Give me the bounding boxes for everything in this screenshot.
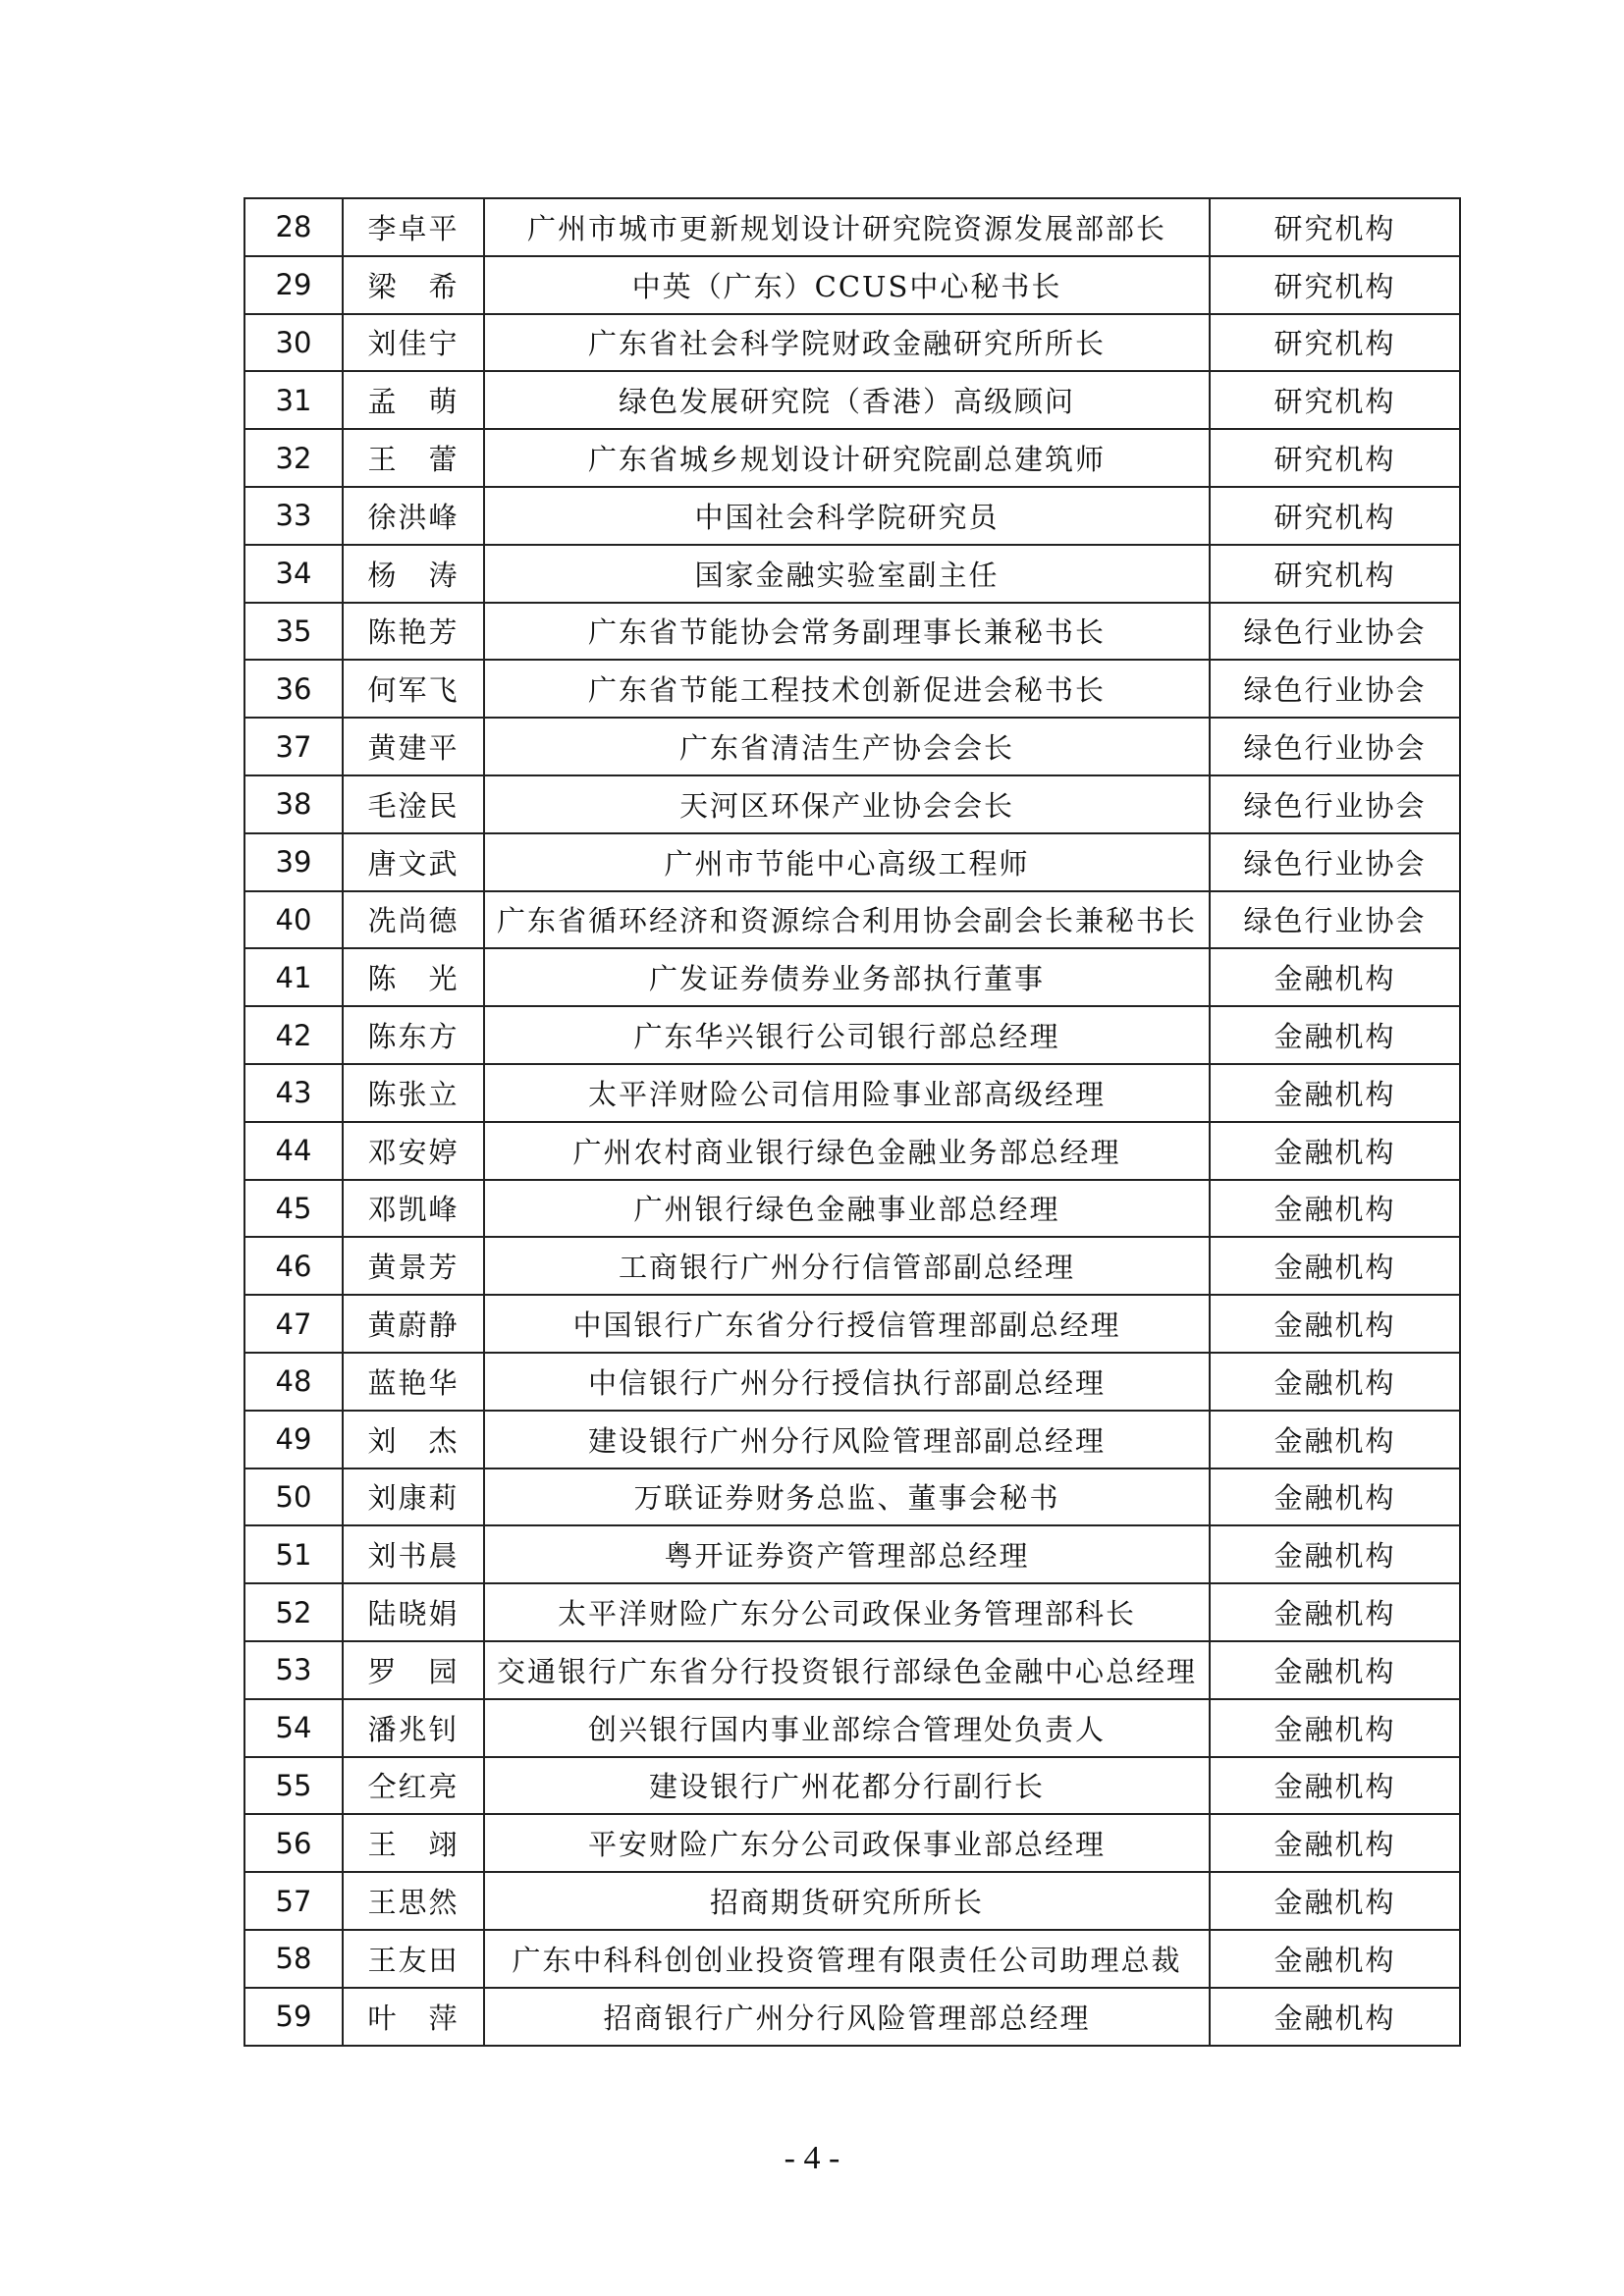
member-category: 金融机构 — [1210, 1988, 1460, 2046]
member-name: 黄建平 — [343, 718, 484, 775]
table-row — [244, 487, 1460, 545]
member-title: 广东省节能工程技术创新促进会秘书长 — [484, 660, 1210, 718]
member-name: 陆晓娟 — [343, 1583, 484, 1641]
member-category: 金融机构 — [1210, 1353, 1460, 1411]
member-category: 绿色行业协会 — [1210, 833, 1460, 891]
member-category: 研究机构 — [1210, 198, 1460, 256]
member-title: 交通银行广东省分行投资银行部绿色金融中心总经理 — [484, 1641, 1210, 1699]
member-name: 刘书晨 — [343, 1525, 484, 1583]
member-name: 王友田 — [343, 1930, 484, 1988]
table-row — [244, 1006, 1460, 1064]
row-number: 36 — [244, 660, 343, 718]
table-row — [244, 1353, 1460, 1411]
table-row — [244, 1699, 1460, 1757]
row-number: 57 — [244, 1872, 343, 1930]
table-row — [244, 948, 1460, 1006]
table-row — [244, 775, 1460, 833]
member-name: 杨 涛 — [343, 545, 484, 603]
member-name: 陈张立 — [343, 1064, 484, 1122]
row-number: 35 — [244, 603, 343, 661]
member-category: 金融机构 — [1210, 1641, 1460, 1699]
member-title: 中国银行广东省分行授信管理部副总经理 — [484, 1295, 1210, 1353]
member-title: 广发证券债券业务部执行董事 — [484, 948, 1210, 1006]
member-title: 建设银行广州花都分行副行长 — [484, 1757, 1210, 1815]
table-row — [244, 256, 1460, 314]
member-category: 金融机构 — [1210, 1180, 1460, 1238]
member-name: 陈东方 — [343, 1006, 484, 1064]
row-number: 32 — [244, 429, 343, 487]
member-title: 中信银行广州分行授信执行部副总经理 — [484, 1353, 1210, 1411]
member-name: 仝红亮 — [343, 1757, 484, 1815]
member-category: 金融机构 — [1210, 1468, 1460, 1526]
table-row — [244, 1411, 1460, 1468]
table-row — [244, 1814, 1460, 1872]
member-title: 建设银行广州分行风险管理部副总经理 — [484, 1411, 1210, 1468]
member-category: 研究机构 — [1210, 371, 1460, 429]
member-category: 金融机构 — [1210, 1699, 1460, 1757]
member-title: 广州农村商业银行绿色金融业务部总经理 — [484, 1122, 1210, 1180]
table-row — [244, 1064, 1460, 1122]
member-name: 黄景芳 — [343, 1237, 484, 1295]
member-category: 绿色行业协会 — [1210, 660, 1460, 718]
member-category: 绿色行业协会 — [1210, 891, 1460, 949]
member-title: 粤开证券资产管理部总经理 — [484, 1525, 1210, 1583]
member-name: 孟 萌 — [343, 371, 484, 429]
roster-body — [244, 198, 1460, 2046]
row-number: 34 — [244, 545, 343, 603]
member-title: 国家金融实验室副主任 — [484, 545, 1210, 603]
member-category: 研究机构 — [1210, 314, 1460, 372]
member-name: 陈 光 — [343, 948, 484, 1006]
member-title: 太平洋财险广东分公司政保业务管理部科长 — [484, 1583, 1210, 1641]
member-category: 金融机构 — [1210, 1411, 1460, 1468]
row-number: 43 — [244, 1064, 343, 1122]
member-name: 王思然 — [343, 1872, 484, 1930]
row-number: 31 — [244, 371, 343, 429]
member-category: 研究机构 — [1210, 545, 1460, 603]
row-number: 55 — [244, 1757, 343, 1815]
member-title: 万联证券财务总监、董事会秘书 — [484, 1468, 1210, 1526]
member-title: 广州银行绿色金融事业部总经理 — [484, 1180, 1210, 1238]
member-name: 唐文武 — [343, 833, 484, 891]
row-number: 52 — [244, 1583, 343, 1641]
member-title: 中英（广东）CCUS中心秘书长 — [484, 256, 1210, 314]
member-category: 金融机构 — [1210, 1006, 1460, 1064]
member-title: 创兴银行国内事业部综合管理处负责人 — [484, 1699, 1210, 1757]
member-category: 金融机构 — [1210, 1064, 1460, 1122]
row-number: 37 — [244, 718, 343, 775]
member-category: 绿色行业协会 — [1210, 718, 1460, 775]
table-row — [244, 1525, 1460, 1583]
member-title: 广东华兴银行公司银行部总经理 — [484, 1006, 1210, 1064]
member-title: 广州市城市更新规划设计研究院资源发展部部长 — [484, 198, 1210, 256]
row-number: 41 — [244, 948, 343, 1006]
member-title: 工商银行广州分行信管部副总经理 — [484, 1237, 1210, 1295]
row-number: 48 — [244, 1353, 343, 1411]
row-number: 38 — [244, 775, 343, 833]
table-row — [244, 718, 1460, 775]
row-number: 50 — [244, 1468, 343, 1526]
table-row — [244, 603, 1460, 661]
member-name: 梁 希 — [343, 256, 484, 314]
member-name: 徐洪峰 — [343, 487, 484, 545]
row-number: 51 — [244, 1525, 343, 1583]
member-name: 刘佳宁 — [343, 314, 484, 372]
member-name: 毛淦民 — [343, 775, 484, 833]
member-name: 黄蔚静 — [343, 1295, 484, 1353]
member-name: 陈艳芳 — [343, 603, 484, 661]
member-category: 绿色行业协会 — [1210, 603, 1460, 661]
table-row — [244, 1180, 1460, 1238]
member-category: 研究机构 — [1210, 256, 1460, 314]
row-number: 30 — [244, 314, 343, 372]
member-category: 金融机构 — [1210, 1930, 1460, 1988]
member-name: 叶 萍 — [343, 1988, 484, 2046]
table-row — [244, 891, 1460, 949]
member-name: 潘兆钊 — [343, 1699, 484, 1757]
table-row — [244, 314, 1460, 372]
table-row — [244, 1757, 1460, 1815]
member-name: 王 翊 — [343, 1814, 484, 1872]
row-number: 49 — [244, 1411, 343, 1468]
member-title: 绿色发展研究院（香港）高级顾问 — [484, 371, 1210, 429]
member-title: 广州市节能中心高级工程师 — [484, 833, 1210, 891]
table-row — [244, 1930, 1460, 1988]
table-row — [244, 1641, 1460, 1699]
page-number: - 4 - — [784, 2140, 840, 2176]
row-number: 58 — [244, 1930, 343, 1988]
table-row — [244, 833, 1460, 891]
table-row — [244, 429, 1460, 487]
member-name: 刘 杰 — [343, 1411, 484, 1468]
member-title: 广东省循环经济和资源综合利用协会副会长兼秘书长 — [484, 891, 1210, 949]
member-title: 广东省清洁生产协会会长 — [484, 718, 1210, 775]
row-number: 45 — [244, 1180, 343, 1238]
table-row — [244, 371, 1460, 429]
expert-roster-table — [244, 197, 1461, 2047]
member-name: 李卓平 — [343, 198, 484, 256]
member-category: 金融机构 — [1210, 1583, 1460, 1641]
table-row — [244, 545, 1460, 603]
row-number: 28 — [244, 198, 343, 256]
table-row — [244, 1122, 1460, 1180]
member-category: 金融机构 — [1210, 1525, 1460, 1583]
row-number: 29 — [244, 256, 343, 314]
member-name: 蓝艳华 — [343, 1353, 484, 1411]
member-title: 广东省节能协会常务副理事长兼秘书长 — [484, 603, 1210, 661]
member-category: 金融机构 — [1210, 1295, 1460, 1353]
table-row — [244, 1295, 1460, 1353]
row-number: 40 — [244, 891, 343, 949]
row-number: 33 — [244, 487, 343, 545]
row-number: 59 — [244, 1988, 343, 2046]
member-name: 王 蕾 — [343, 429, 484, 487]
member-category: 金融机构 — [1210, 1814, 1460, 1872]
table-row — [244, 1988, 1460, 2046]
member-category: 金融机构 — [1210, 1237, 1460, 1295]
member-category: 研究机构 — [1210, 429, 1460, 487]
member-category: 金融机构 — [1210, 948, 1460, 1006]
member-title: 广东省社会科学院财政金融研究所所长 — [484, 314, 1210, 372]
row-number: 47 — [244, 1295, 343, 1353]
member-title: 中国社会科学院研究员 — [484, 487, 1210, 545]
table-row — [244, 1468, 1460, 1526]
member-name: 罗 园 — [343, 1641, 484, 1699]
row-number: 44 — [244, 1122, 343, 1180]
member-name: 冼尚德 — [343, 891, 484, 949]
table-row — [244, 1237, 1460, 1295]
member-title: 平安财险广东分公司政保事业部总经理 — [484, 1814, 1210, 1872]
table-row — [244, 198, 1460, 256]
member-name: 刘康莉 — [343, 1468, 484, 1526]
table-row — [244, 1583, 1460, 1641]
row-number: 42 — [244, 1006, 343, 1064]
row-number: 53 — [244, 1641, 343, 1699]
member-title: 招商期货研究所所长 — [484, 1872, 1210, 1930]
member-title: 招商银行广州分行风险管理部总经理 — [484, 1988, 1210, 2046]
row-number: 39 — [244, 833, 343, 891]
member-title: 广东中科科创创业投资管理有限责任公司助理总裁 — [484, 1930, 1210, 1988]
row-number: 54 — [244, 1699, 343, 1757]
member-category: 金融机构 — [1210, 1122, 1460, 1180]
table-row — [244, 1872, 1460, 1930]
member-name: 邓凯峰 — [343, 1180, 484, 1238]
member-title: 天河区环保产业协会会长 — [484, 775, 1210, 833]
member-category: 金融机构 — [1210, 1757, 1460, 1815]
member-category: 金融机构 — [1210, 1872, 1460, 1930]
row-number: 46 — [244, 1237, 343, 1295]
member-title: 广东省城乡规划设计研究院副总建筑师 — [484, 429, 1210, 487]
table-row — [244, 660, 1460, 718]
member-name: 何军飞 — [343, 660, 484, 718]
row-number: 56 — [244, 1814, 343, 1872]
member-title: 太平洋财险公司信用险事业部高级经理 — [484, 1064, 1210, 1122]
member-category: 研究机构 — [1210, 487, 1460, 545]
member-category: 绿色行业协会 — [1210, 775, 1460, 833]
member-name: 邓安婷 — [343, 1122, 484, 1180]
